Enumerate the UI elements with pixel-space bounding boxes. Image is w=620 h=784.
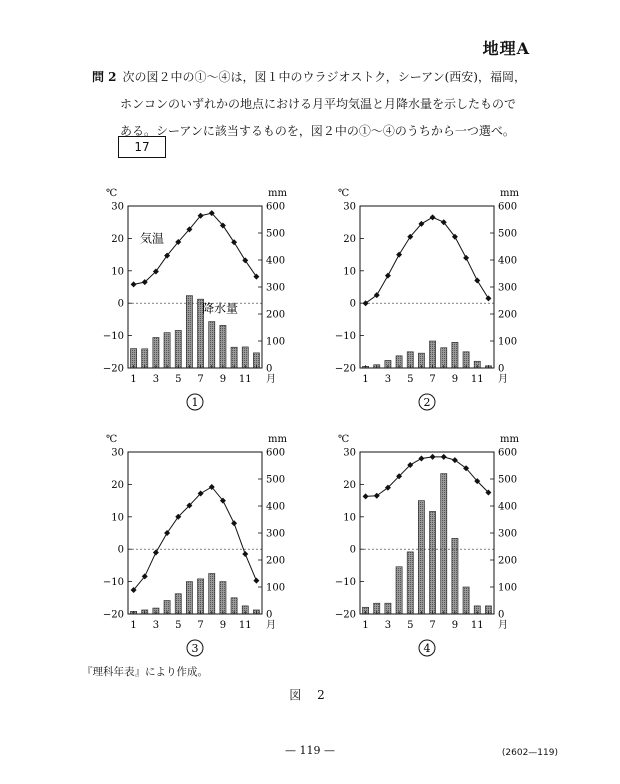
precip-bar bbox=[164, 333, 170, 368]
precip-bar bbox=[209, 322, 215, 368]
climate-chart-4 bbox=[330, 426, 530, 661]
month-tick-label: 3 bbox=[152, 374, 160, 385]
temperature-point bbox=[430, 454, 436, 460]
month-tick-label: 5 bbox=[175, 620, 182, 631]
temp-tick-label: 10 bbox=[343, 512, 356, 524]
temp-tick-label: −10 bbox=[334, 577, 356, 589]
precip-tick-label: 100 bbox=[498, 336, 518, 348]
precip-tick-label: 100 bbox=[266, 336, 286, 348]
precip-bar bbox=[452, 538, 458, 614]
temperature-annotation: 気温 bbox=[140, 231, 165, 246]
plot-frame bbox=[128, 206, 262, 368]
temp-tick-label: −10 bbox=[334, 331, 356, 343]
precip-tick-label: 400 bbox=[498, 255, 518, 267]
temp-tick-label: 30 bbox=[111, 447, 124, 459]
precip-tick-label: 500 bbox=[266, 474, 286, 486]
temp-tick-label: 20 bbox=[111, 479, 124, 491]
precip-tick-label: 100 bbox=[266, 582, 286, 594]
question-line-3: ある。シーアンに該当するものを，図２中の①～④のうちから一つ選べ。 bbox=[120, 124, 515, 138]
question-label: 問 2 bbox=[92, 70, 117, 84]
precip-unit-label: mm bbox=[268, 188, 287, 199]
month-unit-label: 月 bbox=[498, 620, 508, 631]
temperature-line bbox=[366, 217, 489, 303]
month-tick-label: 1 bbox=[130, 620, 137, 631]
precip-tick-label: 200 bbox=[266, 555, 286, 567]
precip-tick-label: 300 bbox=[498, 528, 518, 540]
precip-tick-label: 600 bbox=[498, 447, 518, 459]
temperature-point bbox=[164, 530, 170, 536]
month-tick-label: 7 bbox=[429, 620, 436, 631]
month-tick-label: 11 bbox=[238, 374, 252, 385]
precip-bar bbox=[175, 594, 181, 614]
chart-id-label: 1 bbox=[191, 396, 199, 409]
precip-tick-label: 0 bbox=[266, 609, 273, 621]
temperature-point bbox=[231, 520, 237, 526]
source-note: 『理科年表』により作成。 bbox=[82, 666, 208, 678]
precip-tick-label: 200 bbox=[498, 555, 518, 567]
temp-unit-label: ℃ bbox=[106, 188, 118, 199]
plot-frame bbox=[360, 206, 494, 368]
precip-tick-label: 0 bbox=[498, 363, 505, 375]
month-tick-label: 9 bbox=[451, 374, 459, 385]
month-tick-label: 3 bbox=[384, 620, 392, 631]
temp-tick-label: 20 bbox=[343, 233, 356, 245]
temp-tick-label: 10 bbox=[111, 512, 124, 524]
temp-tick-label: 10 bbox=[343, 266, 356, 278]
precip-tick-label: 600 bbox=[266, 201, 286, 213]
precip-bar bbox=[407, 552, 413, 614]
temp-tick-label: 0 bbox=[349, 544, 356, 556]
temperature-point bbox=[485, 295, 491, 301]
month-unit-label: 月 bbox=[498, 374, 508, 385]
precip-bar bbox=[198, 579, 204, 614]
month-tick-label: 5 bbox=[407, 620, 414, 631]
precip-tick-label: 400 bbox=[266, 255, 286, 267]
temp-tick-label: 30 bbox=[343, 201, 356, 213]
temp-tick-label: 10 bbox=[111, 266, 124, 278]
precip-tick-label: 300 bbox=[498, 282, 518, 294]
precip-tick-label: 500 bbox=[498, 228, 518, 240]
month-tick-label: 5 bbox=[175, 374, 182, 385]
precip-unit-label: mm bbox=[500, 434, 519, 445]
precip-bar bbox=[220, 582, 226, 614]
month-tick-label: 7 bbox=[429, 374, 436, 385]
precip-tick-label: 200 bbox=[498, 309, 518, 321]
temperature-line bbox=[134, 213, 257, 284]
subject-heading: 地理A bbox=[482, 39, 530, 58]
month-tick-label: 9 bbox=[219, 620, 227, 631]
climate-chart-2 bbox=[330, 180, 530, 415]
answer-box: 17 bbox=[118, 136, 166, 158]
temperature-point bbox=[418, 455, 424, 461]
precip-bar bbox=[430, 341, 436, 368]
month-tick-label: 11 bbox=[470, 374, 484, 385]
precip-bar bbox=[242, 347, 248, 368]
chart-id-label: 2 bbox=[423, 396, 431, 409]
precip-bar bbox=[175, 330, 181, 368]
temperature-point bbox=[242, 551, 248, 557]
month-tick-label: 11 bbox=[238, 620, 252, 631]
precip-tick-label: 600 bbox=[498, 201, 518, 213]
precip-bar bbox=[463, 587, 469, 614]
month-tick-label: 1 bbox=[362, 374, 369, 385]
figure-label: 図 2 bbox=[289, 688, 331, 702]
precip-tick-label: 0 bbox=[498, 609, 505, 621]
temperature-point bbox=[153, 549, 159, 555]
chart-id-label: 3 bbox=[191, 642, 199, 655]
temp-tick-label: 0 bbox=[117, 298, 124, 310]
month-unit-label: 月 bbox=[266, 620, 276, 631]
temperature-point bbox=[463, 255, 469, 261]
precip-bar bbox=[452, 342, 458, 368]
temperature-point bbox=[430, 214, 436, 220]
month-tick-label: 11 bbox=[470, 620, 484, 631]
precip-tick-label: 100 bbox=[498, 582, 518, 594]
precip-tick-label: 400 bbox=[498, 501, 518, 513]
temp-tick-label: −10 bbox=[102, 577, 124, 589]
temp-tick-label: 20 bbox=[343, 479, 356, 491]
precip-bar bbox=[441, 348, 447, 368]
temperature-point bbox=[363, 493, 369, 499]
precipitation-annotation: 降水量 bbox=[202, 301, 239, 316]
temperature-point bbox=[474, 278, 480, 284]
precip-tick-label: 600 bbox=[266, 447, 286, 459]
precip-bar bbox=[153, 337, 159, 368]
month-tick-label: 1 bbox=[130, 374, 137, 385]
question-text-1: 次の図２中の①～④は，図１中のウラジオストク，シーアン(西安)，福岡， bbox=[122, 70, 526, 84]
temperature-point bbox=[253, 274, 259, 280]
temp-unit-label: ℃ bbox=[338, 188, 350, 199]
climate-chart-1 bbox=[98, 180, 298, 415]
precip-tick-label: 300 bbox=[266, 282, 286, 294]
precip-bar bbox=[418, 501, 424, 614]
temp-tick-label: 0 bbox=[117, 544, 124, 556]
temp-tick-label: 0 bbox=[349, 298, 356, 310]
precip-bar bbox=[209, 574, 215, 615]
temp-tick-label: 30 bbox=[111, 201, 124, 213]
temperature-point bbox=[131, 281, 137, 287]
month-tick-label: 7 bbox=[197, 374, 204, 385]
question-block bbox=[92, 64, 542, 145]
climate-chart-3 bbox=[98, 426, 298, 661]
precip-tick-label: 400 bbox=[266, 501, 286, 513]
precip-tick-label: 0 bbox=[266, 363, 273, 375]
precip-unit-label: mm bbox=[268, 434, 287, 445]
temperature-line bbox=[134, 487, 257, 590]
precip-bar bbox=[430, 511, 436, 614]
precip-tick-label: 300 bbox=[266, 528, 286, 540]
temp-unit-label: ℃ bbox=[106, 434, 118, 445]
precip-unit-label: mm bbox=[500, 188, 519, 199]
temp-tick-label: −20 bbox=[334, 363, 356, 375]
temp-tick-label: −20 bbox=[102, 609, 124, 621]
question-line-1 bbox=[92, 64, 542, 91]
chart-id-label: 4 bbox=[423, 642, 431, 655]
month-tick-label: 1 bbox=[362, 620, 369, 631]
temperature-point bbox=[441, 454, 447, 460]
month-unit-label: 月 bbox=[266, 374, 276, 385]
month-tick-label: 3 bbox=[384, 374, 392, 385]
month-tick-label: 7 bbox=[197, 620, 204, 631]
temp-tick-label: 20 bbox=[111, 233, 124, 245]
page-number: — 119 — bbox=[285, 744, 335, 757]
temperature-point bbox=[231, 239, 237, 245]
precip-tick-label: 500 bbox=[266, 228, 286, 240]
temperature-point bbox=[396, 252, 402, 258]
month-tick-label: 5 bbox=[407, 374, 414, 385]
temp-tick-label: −10 bbox=[102, 331, 124, 343]
precip-bar bbox=[441, 474, 447, 614]
precip-bar bbox=[186, 296, 192, 368]
temp-tick-label: −20 bbox=[334, 609, 356, 621]
precip-bar bbox=[186, 582, 192, 614]
precip-bar bbox=[231, 347, 237, 368]
temp-tick-label: 30 bbox=[343, 447, 356, 459]
precip-bar bbox=[220, 325, 226, 368]
temperature-point bbox=[242, 257, 248, 263]
plot-frame bbox=[360, 452, 494, 614]
page-code: (2602—119) bbox=[501, 748, 558, 758]
temperature-point bbox=[385, 273, 391, 279]
temperature-line bbox=[366, 457, 489, 497]
question-line-2: ホンコンのいずれかの地点における月平均気温と月降水量を示したもので bbox=[120, 97, 517, 111]
month-tick-label: 9 bbox=[451, 620, 459, 631]
precip-tick-label: 200 bbox=[266, 309, 286, 321]
temp-unit-label: ℃ bbox=[338, 434, 350, 445]
plot-frame bbox=[128, 452, 262, 614]
temp-tick-label: −20 bbox=[102, 363, 124, 375]
precip-bar bbox=[396, 567, 402, 614]
temperature-point bbox=[253, 578, 259, 584]
precip-tick-label: 500 bbox=[498, 474, 518, 486]
month-tick-label: 9 bbox=[219, 374, 227, 385]
month-tick-label: 3 bbox=[152, 620, 160, 631]
